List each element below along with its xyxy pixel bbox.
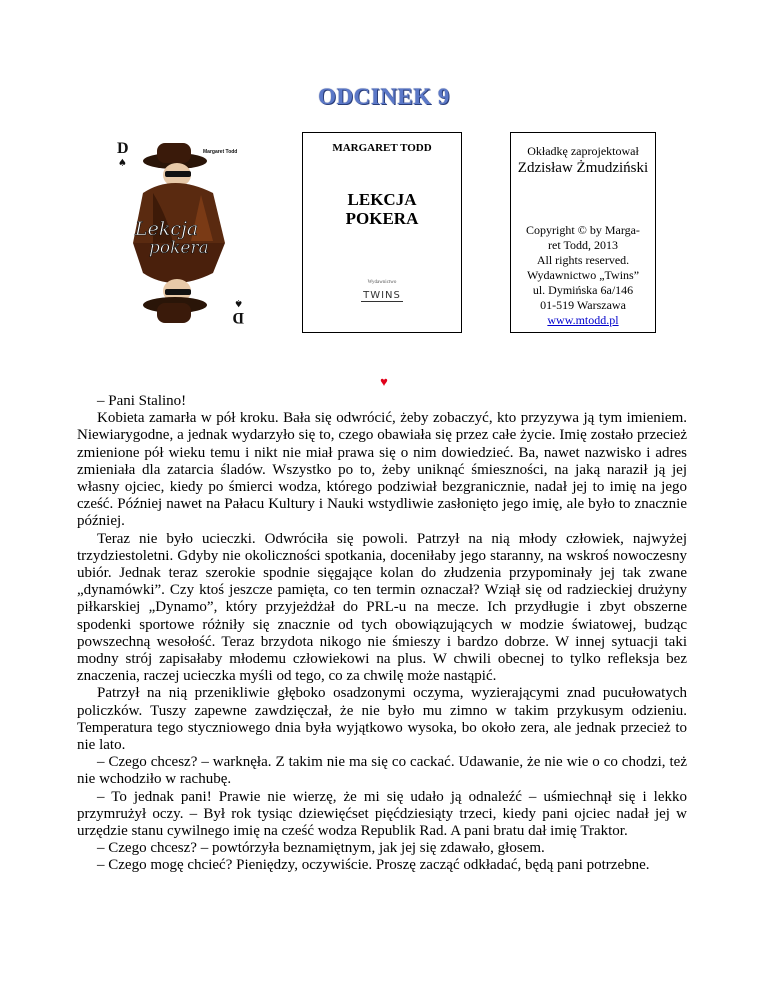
copyright-line: Copyright © by Marga- bbox=[526, 223, 640, 237]
paragraph: Kobieta zamarła w pół kroku. Bała się odwrócić, żeby zobaczyć, kto przyzywa ją tym imieniem. Niewiarygodne, a jednak wydarzyło się to, czego obawiała się przez całe życie. Imię zostało przecież zmienione pół wieku temu i nikt nie miał prawa się o nim dowiedzieć. Ba, nawet nazwisko i adres zmieniała dla zatarcia śladów. Wszystko po to, żeby uniknąć śmieszności, na jaką naraził ją jej własny ojciec, kiedy po śmierci wodza, którego podziwiał bezgranicznie, nadał jej to imię na jego cześć. Później nawet na Pałacu Kultury i Nauki wstydliwie zasłonięto jego imię, ale było to znacznie później. bbox=[77, 410, 687, 530]
paragraph: – Czego chcesz? – warknęła. Z takim nie ma się co cackać. Udawanie, że nie wie o co chodzi, też nie wchodziło w rachubę. bbox=[77, 754, 687, 788]
story-text bbox=[77, 393, 687, 875]
publisher-logo-text: TWINS bbox=[363, 290, 401, 301]
publisher-logo bbox=[303, 280, 461, 303]
website-link[interactable]: www.mtodd.pl bbox=[547, 313, 619, 327]
title-page-title bbox=[303, 190, 461, 228]
cover-title-line1: Lekcja bbox=[135, 218, 199, 240]
publisher-street: ul. Dymińska 6a/146 bbox=[532, 283, 634, 297]
copyright-line: ret Todd, 2013 bbox=[548, 238, 618, 252]
publisher-small-label: Wydawnictwo bbox=[367, 280, 397, 285]
cover-author: Margaret Todd bbox=[203, 149, 238, 155]
book-cover-image bbox=[113, 133, 248, 333]
card-letter-top: D bbox=[117, 140, 129, 157]
paragraph: – Pani Stalino! bbox=[97, 393, 187, 409]
cover-title-line2: pokera bbox=[149, 238, 209, 258]
title-page-title-line1: LEKCJA bbox=[347, 190, 417, 209]
paragraph: – To jednak pani! Prawie nie wierzę, że mi się udało ją odnaleźć – uśmiechnął się i lekko przymrużył oczy. – Był rok tysiąc dziewięćset pięćdziesiąty trzeci, kiedy pani ojciec nadał jej w urzędzie stanu cywilnego imię na cześć wodza Republik Rad. A pani bratu dał imię Traktor. bbox=[77, 788, 687, 840]
copyright-line: All rights reserved. bbox=[536, 253, 630, 267]
cover-designer-name: Zdzisław Żmudziński bbox=[517, 160, 649, 176]
cover-illustration bbox=[113, 133, 248, 333]
cover-designer-label: Okładkę zaprojektował bbox=[527, 144, 639, 158]
spade-icon: ♠ bbox=[234, 297, 243, 308]
copyright-block bbox=[515, 223, 651, 328]
spade-icon: ♠ bbox=[118, 158, 127, 169]
paragraph: Patrzył na nią przenikliwie głęboko osadzonymi oczyma, wyzierającymi znad pucułowatych policzków. Tuszy zapewne zawdzięczał, że nie było mu zimno w takim przykusym odzieniu. Temperatura tego styczniowego dnia była wyjątkowo wysoka, bo około zera, ale jednak przecież to nie lato. bbox=[77, 685, 687, 754]
title-page-title-line2: POKERA bbox=[345, 209, 419, 228]
paragraph: Teraz nie było ucieczki. Odwróciła się powoli. Patrzył na nią młody człowiek, najwyżej trzydziestoletni. Gdyby nie okoliczności spotkania, doceniłaby jego staranny, na wskroś nowoczesny ubiór. Jednak teraz szerokie spodnie sięgające kolan do złudzenia przypominały jej tak zwane „dynamówki”. Czy ktoś jeszcze pamięta, co ten termin oznaczał? Wziął się od radzieckiej drużyny piłkarskiej „Dynamo”, który przyjeżdżał do PRL-u na mecze. Ich przydługie i zbyt obszerne spodenki sportowe różniły się znacznie od tych obowiązujących w modzie światowej, budząc powszechną wesołość. Teraz brzydota nikogo nie śmieszy i bardzo dobrze. W innej sytuacji taki modny strój zapisałaby młodemu człowiekowi na plus. W chwili obecnej to tylko refleksja bez znaczenia, raczej ucieczka myśli od tego, co za chwilę może nastąpić. bbox=[77, 530, 687, 685]
publisher-city: 01-519 Warszawa bbox=[540, 298, 626, 312]
title-page-box bbox=[302, 132, 462, 333]
title-page-author: MARGARET TODD bbox=[332, 142, 432, 154]
paragraph: – Czego mogę chcieć? Pieniędzy, oczywiście. Proszę zacząć odkładać, będą pani potrzebne. bbox=[97, 857, 650, 874]
paragraph: – Czego chcesz? – powtórzyła beznamiętnym, jak jej się zdawało, głosem. bbox=[97, 840, 545, 857]
card-letter-bottom: D bbox=[232, 309, 244, 326]
heart-separator-icon: ♥ bbox=[380, 374, 388, 389]
chapter-heading: ODCINEK 9 bbox=[318, 84, 450, 109]
credits-box bbox=[510, 132, 656, 333]
publisher-name: Wydawnictwo „Twins” bbox=[526, 268, 640, 282]
